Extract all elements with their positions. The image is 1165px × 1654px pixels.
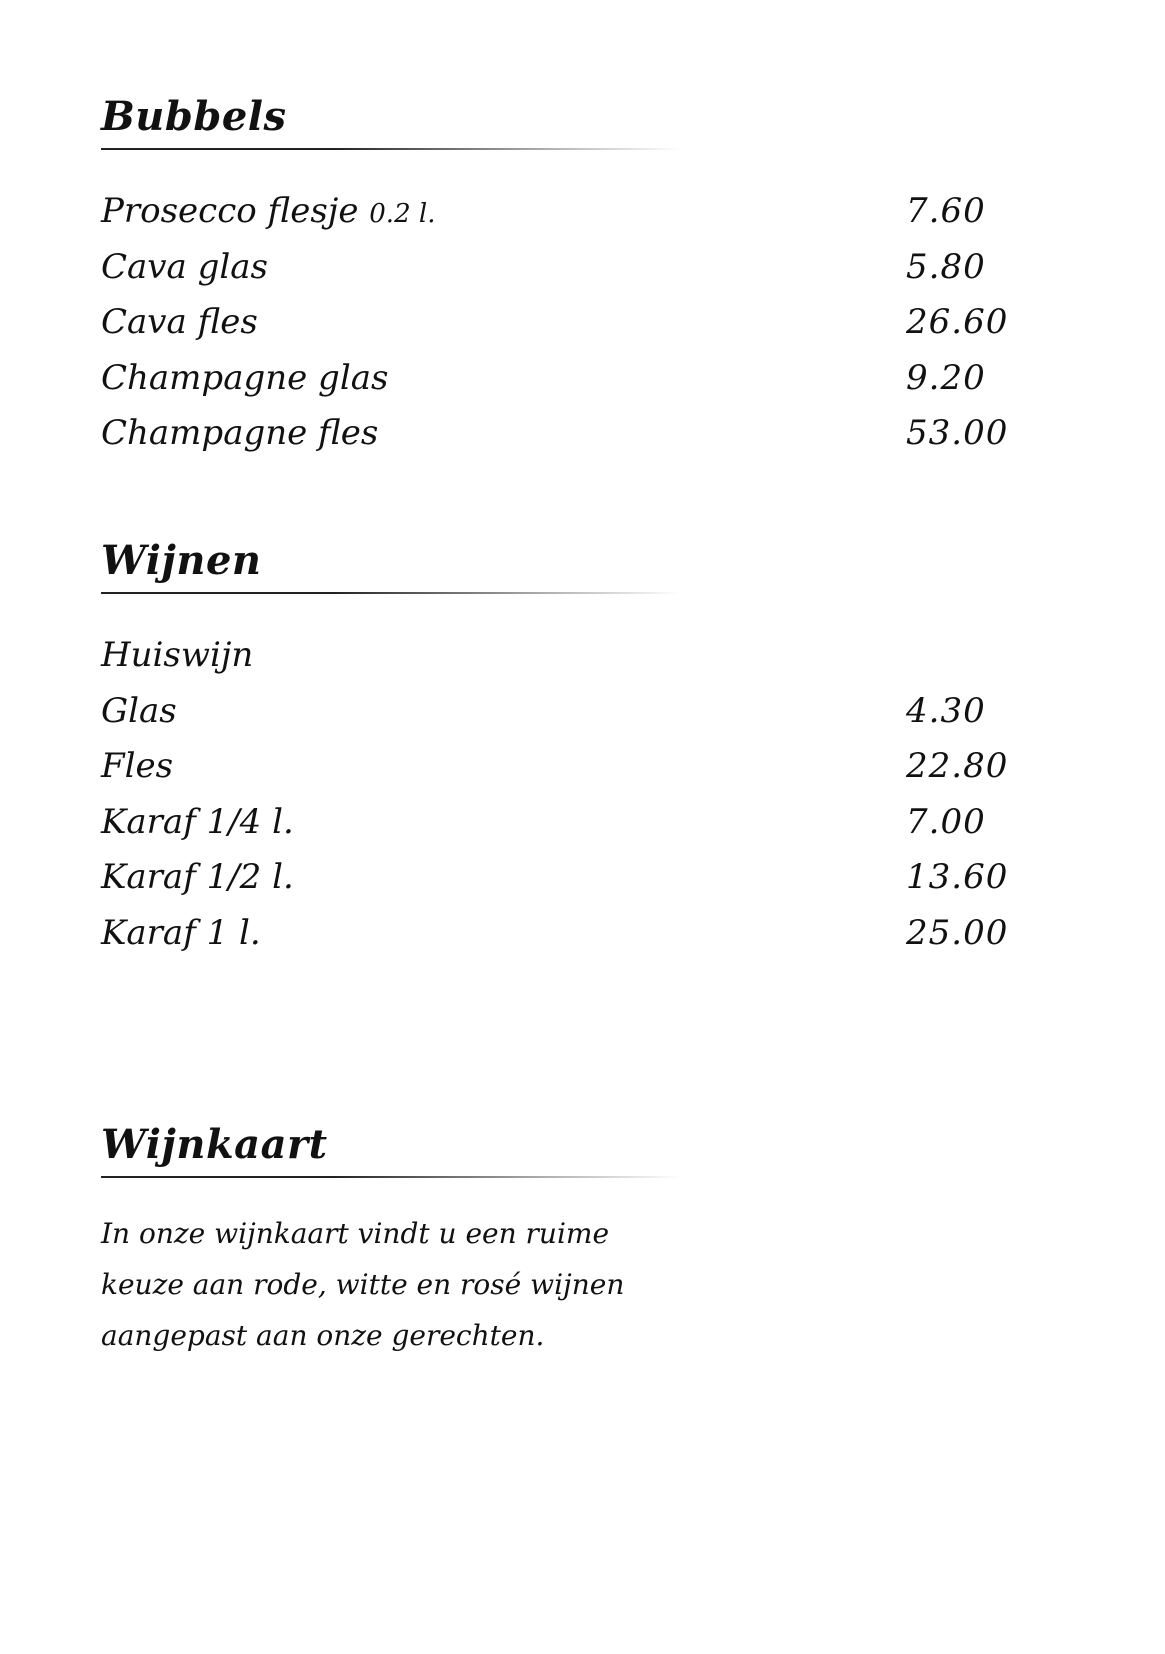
- description-line: keuze aan rode, witte en rosé wijnen: [101, 1268, 625, 1301]
- menu-item: [101, 406, 1009, 462]
- item-price: 9.20: [906, 357, 986, 398]
- menu-item: [101, 906, 1009, 962]
- wijnen-list: [101, 628, 1009, 961]
- menu-item: [101, 351, 1001, 407]
- item-name: Karaf 1/2 l.: [101, 857, 294, 897]
- item-volume: 0.2 l.: [369, 199, 436, 229]
- item-price: 13.60: [906, 857, 1009, 897]
- item-name: Glas: [101, 690, 177, 731]
- menu-item: [101, 240, 1001, 296]
- item-price: 5.80: [906, 246, 986, 287]
- section-wijnkaart: [101, 1120, 1001, 1361]
- item-price: 25.00: [906, 912, 1009, 953]
- item-name: Karaf 1 l.: [101, 912, 261, 953]
- section-title-wijnkaart: Wijnkaart: [101, 1121, 328, 1168]
- section-divider: [101, 1176, 681, 1178]
- menu-item: [101, 850, 1009, 906]
- section-divider: [101, 148, 681, 150]
- item-price: 22.80: [906, 746, 1009, 786]
- item-price: 7.00: [906, 801, 986, 842]
- item-name: Champagne fles: [101, 413, 379, 453]
- description-line: aangepast aan onze gerechten.: [101, 1319, 545, 1352]
- description-line: In onze wijnkaart vindt u een ruime: [101, 1217, 610, 1250]
- bubbels-list: [101, 184, 1009, 462]
- item-name: Cava fles: [101, 302, 258, 342]
- item-price: 7.60: [906, 191, 986, 231]
- item-name: Huiswijn: [101, 635, 254, 675]
- item-name: Prosecco flesje 0.2 l.: [101, 191, 436, 231]
- item-price: 53.00: [906, 413, 1009, 453]
- item-price: 26.60: [906, 302, 1009, 342]
- wijnkaart-description: [101, 1208, 721, 1361]
- menu-item: [101, 628, 1001, 684]
- menu-item: [101, 739, 1009, 795]
- section-divider: [101, 592, 681, 594]
- menu-item: [101, 684, 1001, 740]
- menu-item: [101, 295, 1009, 351]
- item-name: Cava glas: [101, 246, 268, 287]
- menu-item: [101, 795, 1001, 851]
- section-title-bubbels: Bubbels: [101, 93, 287, 140]
- section-wijnen: [101, 536, 1009, 961]
- item-name: Karaf 1/4 l.: [101, 801, 294, 842]
- section-title-wijnen: Wijnen: [101, 537, 262, 584]
- item-price: 4.30: [906, 690, 986, 731]
- menu-item: [101, 184, 1001, 240]
- section-bubbels: [101, 92, 1009, 462]
- item-name: Champagne glas: [101, 357, 389, 398]
- item-name: Fles: [101, 746, 174, 786]
